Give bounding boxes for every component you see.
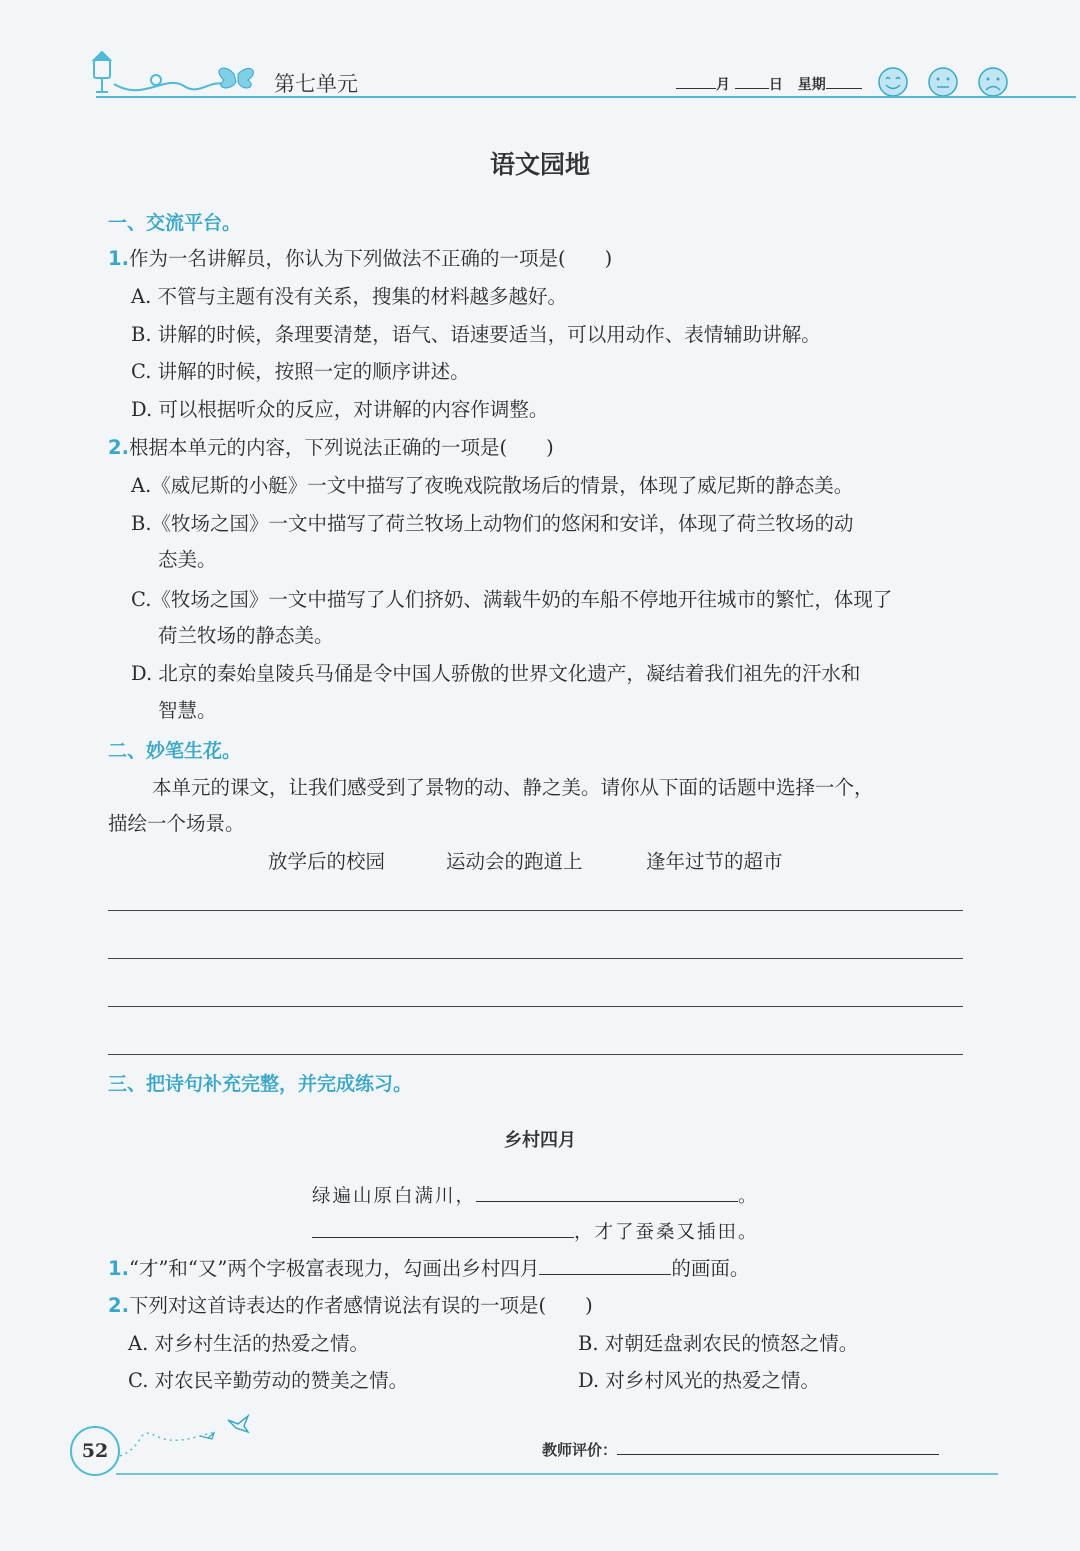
dotted-trail-bird-icon — [116, 1406, 266, 1466]
question-text: 根据本单元的内容，下列说法正确的一项是( ) — [128, 436, 554, 459]
option[interactable]: C. 对农民辛勤劳动的赞美之情。 — [128, 1369, 409, 1392]
footer-divider — [116, 1473, 998, 1475]
poem-blank-2[interactable] — [312, 1219, 574, 1238]
page-title: 语文园地 — [489, 150, 590, 179]
writing-prompt: 本单元的课文，让我们感受到了景物的动、静之美。请你从下面的话题中选择一个， — [152, 776, 874, 799]
month-label: 月 — [716, 77, 730, 93]
question-number: 2. — [108, 436, 129, 459]
month-blank[interactable] — [676, 74, 716, 89]
poem-question-2 — [108, 1293, 593, 1319]
sad-face-icon[interactable] — [979, 68, 1007, 96]
option[interactable]: A.《威尼斯的小艇》一文中描写了夜晚戏院散场后的情景，体现了威尼斯的静态美。 — [131, 474, 854, 497]
question-text: 作为一名讲解员，你认为下列做法不正确的一项是( ) — [128, 247, 613, 270]
poem-line-1-end: 。 — [738, 1186, 759, 1207]
section3-heading: 三、把诗句补充完整，并完成练习。 — [108, 1073, 413, 1095]
day-label: 日 — [768, 77, 783, 93]
poem-question-1 — [108, 1256, 749, 1282]
question-text: “才”和“又”两个字极富表现力，勾画出乡村四月 — [128, 1257, 540, 1280]
question-number: 1. — [108, 247, 129, 270]
option[interactable]: C. 讲解的时候，按照一定的顺序讲述。 — [131, 360, 470, 383]
option[interactable]: B. 讲解的时候，条理要清楚，语气、语速要适当，可以用动作、表情辅助讲解。 — [131, 323, 821, 346]
writing-line[interactable] — [108, 958, 963, 959]
question-number: 1. — [108, 1257, 129, 1280]
teacher-evaluation-label: 教师评价： — [542, 1441, 618, 1459]
lantern-butterfly-decoration-icon — [84, 44, 274, 104]
writing-prompt-continued: 描绘一个场景。 — [108, 812, 245, 835]
question-number: 2. — [108, 1294, 129, 1317]
date-fields — [676, 74, 862, 94]
poem-line-2-end: ，才了蚕桑又插田。 — [574, 1222, 759, 1243]
writing-line[interactable] — [108, 1054, 963, 1055]
answer-blank[interactable] — [539, 1256, 671, 1275]
section1-heading: 一、交流平台。 — [108, 212, 242, 234]
question-2 — [108, 435, 554, 461]
teacher-evaluation — [542, 1438, 939, 1460]
option[interactable]: A. 不管与主题有没有关系，搜集的材料越多越好。 — [131, 285, 567, 308]
section2-heading: 二、妙笔生花。 — [108, 740, 242, 762]
option[interactable]: D. 可以根据听众的反应，对讲解的内容作调整。 — [131, 398, 549, 421]
weekday-label: 星期 — [797, 77, 826, 93]
question-text-end: 的画面。 — [671, 1257, 750, 1280]
poem-title: 乡村四月 — [504, 1130, 576, 1151]
unit-title: 第七单元 — [274, 72, 358, 96]
teacher-evaluation-blank[interactable] — [617, 1438, 939, 1455]
writing-line[interactable] — [108, 1006, 963, 1007]
option[interactable]: C.《牧场之国》一文中描写了人们挤奶、满载牛奶的车船不停地开往城市的繁忙，体现了 — [131, 588, 893, 611]
option[interactable]: B. 对朝廷盘剥农民的愤怒之情。 — [578, 1332, 859, 1355]
topic-option[interactable]: 逢年过节的超市 — [646, 850, 783, 873]
happy-face-icon[interactable] — [879, 68, 907, 96]
option-continuation: 态美。 — [158, 548, 217, 571]
option[interactable]: B.《牧场之国》一文中描写了荷兰牧场上动物们的悠闲和安详，体现了荷兰牧场的动 — [131, 512, 854, 535]
neutral-face-icon[interactable] — [929, 68, 957, 96]
option[interactable]: D. 北京的秦始皇陵兵马俑是令中国人骄傲的世界文化遗产，凝结着我们祖先的汗水和 — [131, 662, 861, 685]
question-text: 下列对这首诗表达的作者感情说法有误的一项是( ) — [128, 1294, 593, 1317]
weekday-blank[interactable] — [826, 74, 862, 89]
question-1 — [108, 246, 612, 272]
header-divider — [96, 96, 1076, 98]
poem-line-1-start: 绿遍山原白满川， — [312, 1186, 477, 1207]
option-continuation: 荷兰牧场的静态美。 — [158, 624, 334, 647]
option-continuation: 智慧。 — [158, 699, 217, 722]
poem-blank-1[interactable] — [476, 1183, 738, 1202]
mood-faces — [876, 64, 1016, 100]
option[interactable]: D. 对乡村风光的热爱之情。 — [578, 1369, 820, 1392]
poem-line-2 — [312, 1218, 759, 1244]
option[interactable]: A. 对乡村生活的热爱之情。 — [128, 1332, 369, 1355]
topic-option[interactable]: 运动会的跑道上 — [446, 850, 583, 873]
poem-line-1 — [312, 1182, 759, 1208]
page-number: 52 — [70, 1426, 120, 1476]
writing-line[interactable] — [108, 910, 963, 911]
topic-option[interactable]: 放学后的校园 — [268, 850, 386, 873]
day-blank[interactable] — [735, 74, 769, 89]
